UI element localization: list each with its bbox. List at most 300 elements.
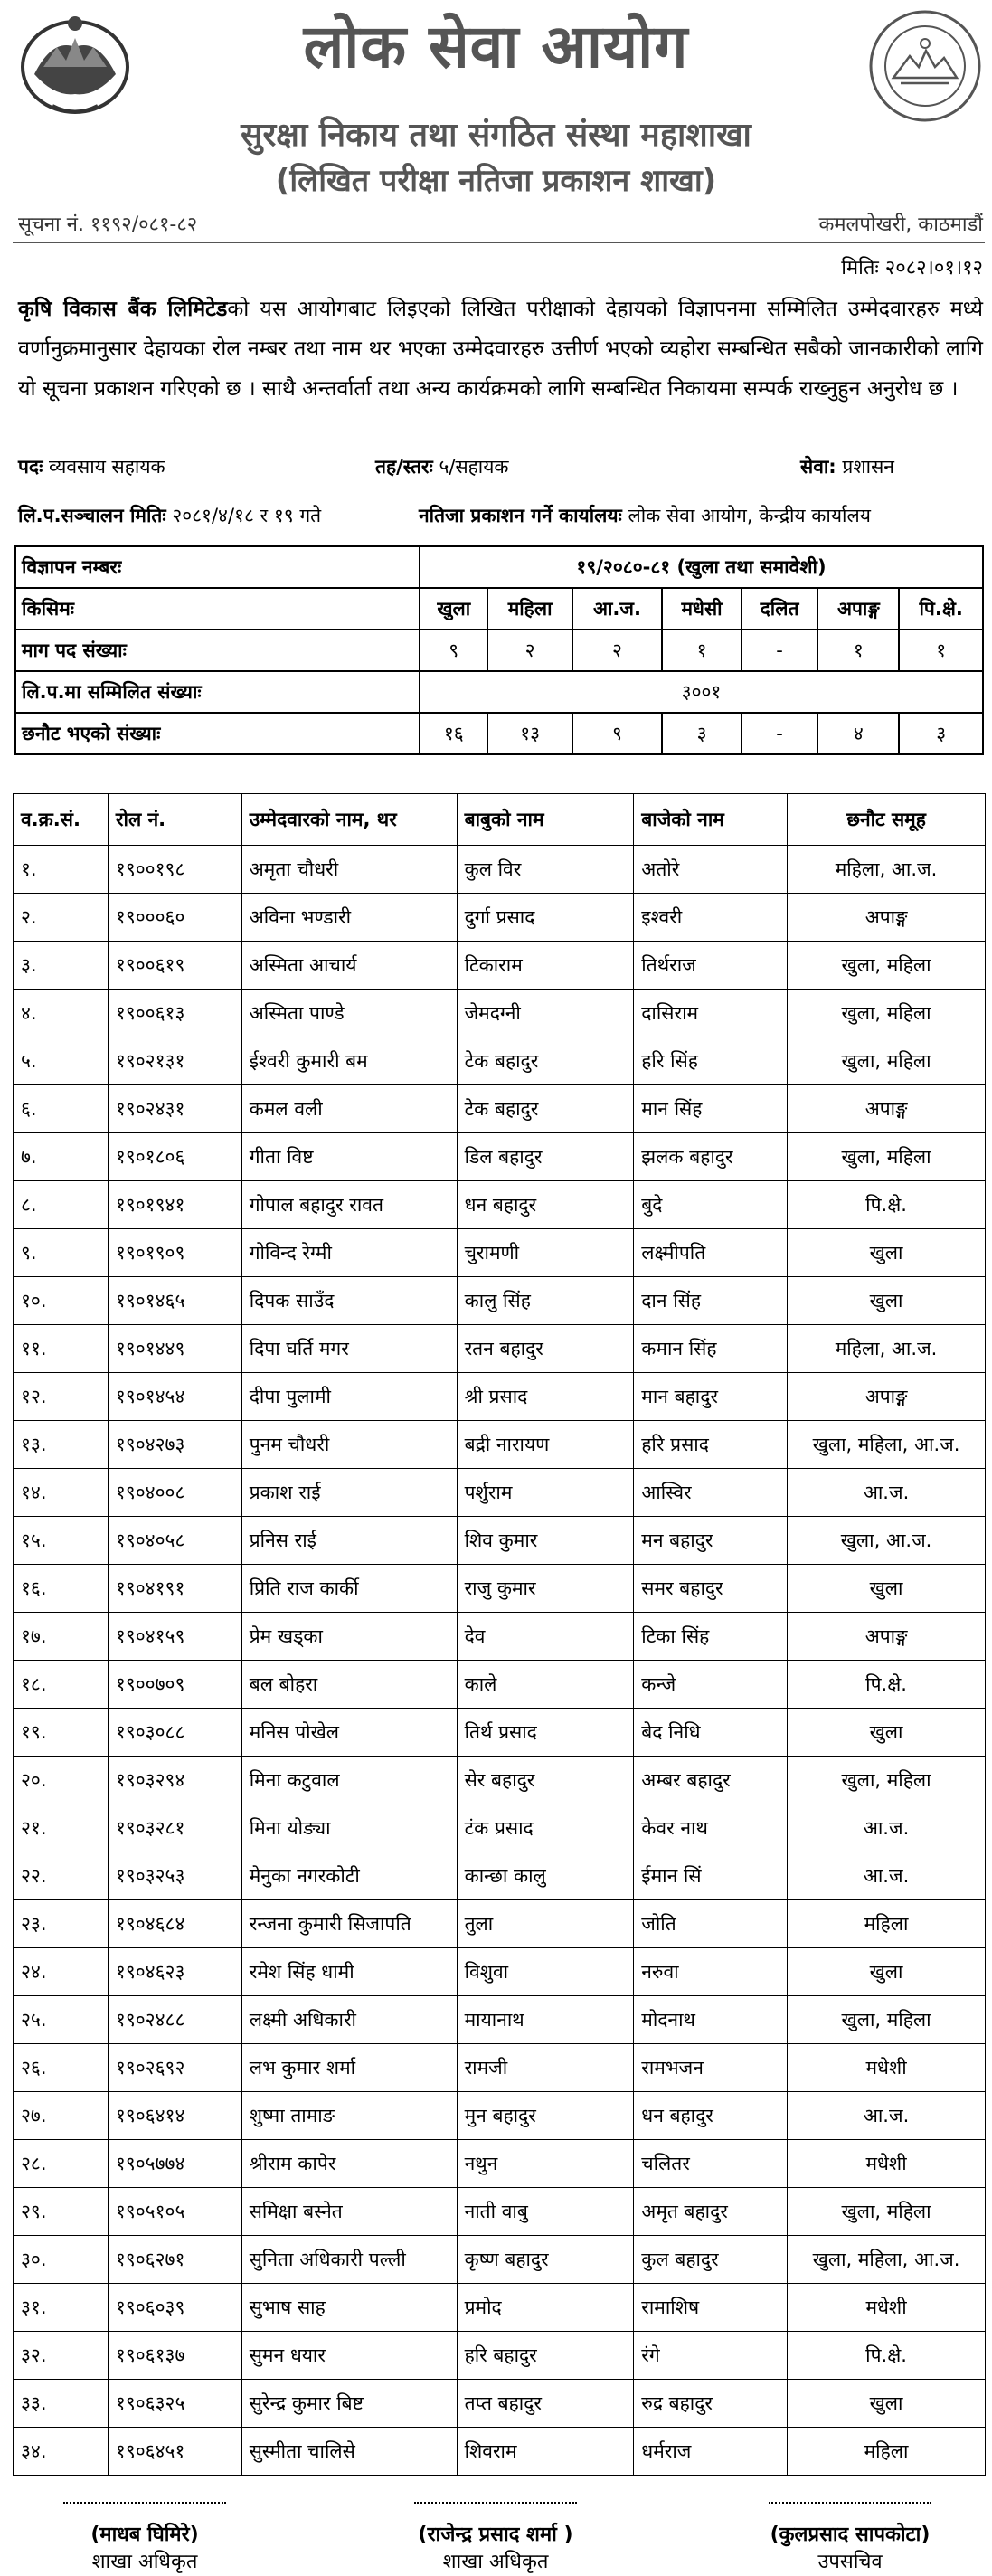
- col-header-name: उम्मेदवारको नाम, थर: [241, 794, 457, 846]
- cell-serial: ३०.: [14, 2236, 109, 2284]
- table-row: [14, 2092, 986, 2140]
- selected-cell: -: [742, 713, 817, 754]
- cell-candidate-name: लभ कुमार शर्मा: [241, 2044, 457, 2092]
- cell-candidate-name: मिना कटुवाल: [241, 1757, 457, 1804]
- cell-group: खुला, महिला: [788, 942, 986, 990]
- cell-group: महिला, आ.ज.: [788, 846, 986, 894]
- cell-father-name: कालु सिंह: [457, 1277, 634, 1325]
- table-row: [14, 942, 986, 990]
- section-name: (लिखित परीक्षा नतिजा प्रकाशन शाखा): [275, 163, 717, 199]
- cell-grandfather-name: केवर नाथ: [634, 1804, 788, 1852]
- cell-group: खुला: [788, 1948, 986, 1996]
- signatory-title: शाखा अधिकृत: [91, 2551, 198, 2573]
- cell-candidate-name: सुनिता अधिकारी पल्ली: [241, 2236, 457, 2284]
- cell-roll: १९०१४४९: [108, 1325, 241, 1373]
- demand-cell: १: [662, 630, 742, 671]
- cell-candidate-name: गीता विष्ट: [241, 1133, 457, 1181]
- cell-grandfather-name: धन बहादुर: [634, 2092, 788, 2140]
- cell-candidate-name: श्रीराम कापेर: [241, 2140, 457, 2188]
- cell-roll: १९०००६०: [108, 894, 241, 942]
- cell-father-name: टेक बहादुर: [457, 1085, 634, 1133]
- table-row: [14, 990, 986, 1037]
- cell-serial: २३.: [14, 1900, 109, 1948]
- cell-grandfather-name: ईमान सिं: [634, 1852, 788, 1900]
- cell-father-name: चुरामणी: [457, 1229, 634, 1277]
- cell-group: अपाङ्ग: [788, 1373, 986, 1421]
- table-row: [14, 1469, 986, 1517]
- cell-serial: ९.: [14, 1229, 109, 1277]
- cell-father-name: जेमदग्नी: [457, 990, 634, 1037]
- cell-father-name: शिव कुमार: [457, 1517, 634, 1565]
- ad-label: विज्ञापन नम्बरः: [15, 546, 420, 588]
- cell-group: महिला: [788, 2428, 986, 2476]
- type-cell: महिला: [487, 588, 572, 630]
- cell-roll: १९०६२७१: [108, 2236, 241, 2284]
- cell-group: खुला, महिला, आ.ज.: [788, 2236, 986, 2284]
- cell-group: मधेशी: [788, 2044, 986, 2092]
- signatory-name: (राजेन्द्र प्रसाद शर्मा ): [418, 2524, 573, 2546]
- cell-roll: १९०४१५९: [108, 1613, 241, 1661]
- cell-father-name: देव: [457, 1613, 634, 1661]
- table-header-row: [14, 794, 986, 846]
- cell-father-name: सेर बहादुर: [457, 1757, 634, 1804]
- cell-group: खुला: [788, 1277, 986, 1325]
- cell-serial: १५.: [14, 1517, 109, 1565]
- cell-candidate-name: पुनम चौधरी: [241, 1421, 457, 1469]
- table-row: [14, 1181, 986, 1229]
- cell-roll: १९०५१०५: [108, 2188, 241, 2236]
- cell-father-name: नाती वाबु: [457, 2188, 634, 2236]
- table-row: [14, 1804, 986, 1852]
- cell-group: महिला, आ.ज.: [788, 1325, 986, 1373]
- demand-cell: १: [899, 630, 983, 671]
- cell-grandfather-name: अमृत बहादुर: [634, 2188, 788, 2236]
- cell-candidate-name: मेनुका नगरकोटी: [241, 1852, 457, 1900]
- cell-roll: १९०१९४१: [108, 1181, 241, 1229]
- cell-father-name: हरि बहादुर: [457, 2332, 634, 2380]
- signature-block: [714, 2511, 986, 2574]
- appeared-label: लि.प.मा सम्मिलित संख्याः: [15, 671, 420, 713]
- cell-roll: १९०४६८४: [108, 1900, 241, 1948]
- table-row: [14, 1421, 986, 1469]
- cell-father-name: शिवराम: [457, 2428, 634, 2476]
- cell-group: खुला, महिला: [788, 1037, 986, 1085]
- cell-candidate-name: सुमन धयार: [241, 2332, 457, 2380]
- cell-group: खुला, महिला: [788, 1996, 986, 2044]
- cell-group: पि.क्षे.: [788, 1661, 986, 1709]
- cell-father-name: तुला: [457, 1900, 634, 1948]
- cell-roll: १९०६१३७: [108, 2332, 241, 2380]
- demand-cell: २: [572, 630, 662, 671]
- cell-group: मधेशी: [788, 2284, 986, 2332]
- col-header-grandfather: बाजेको नाम: [634, 794, 788, 846]
- demand-cell: -: [742, 630, 817, 671]
- signatory-name: (माधब घिमिरे): [90, 2524, 199, 2546]
- cell-group: खुला, महिला: [788, 990, 986, 1037]
- cell-serial: ४.: [14, 990, 109, 1037]
- cell-roll: १९०५७७४: [108, 2140, 241, 2188]
- cell-roll: १९०४००८: [108, 1469, 241, 1517]
- table-row: [14, 1709, 986, 1757]
- table-row: [14, 2332, 986, 2380]
- selected-cell: १६: [420, 713, 487, 754]
- cell-serial: ३३.: [14, 2380, 109, 2428]
- cell-father-name: कृष्ण बहादुर: [457, 2236, 634, 2284]
- office-location: कमलपोखरी, काठमाडौं: [818, 213, 983, 236]
- cell-serial: १२.: [14, 1373, 109, 1421]
- cell-serial: १६.: [14, 1565, 109, 1613]
- service-field: सेवा: प्रशासन: [800, 456, 894, 478]
- summary-table: [14, 545, 984, 755]
- cell-father-name: नथुन: [457, 2140, 634, 2188]
- table-row: [14, 1948, 986, 1996]
- cell-grandfather-name: तिर्थराज: [634, 942, 788, 990]
- psc-seal-icon: [866, 7, 984, 125]
- cell-roll: १९०१४६५: [108, 1277, 241, 1325]
- table-row: [14, 846, 986, 894]
- cell-roll: १९००६१३: [108, 990, 241, 1037]
- cell-candidate-name: प्रनिस राई: [241, 1517, 457, 1565]
- cell-serial: ३२.: [14, 2332, 109, 2380]
- cell-father-name: काले: [457, 1661, 634, 1709]
- signatory-name: (कुलप्रसाद सापकोटा): [770, 2524, 931, 2546]
- divider: [13, 242, 985, 243]
- cell-serial: ३.: [14, 942, 109, 990]
- selected-cell: १३: [487, 713, 572, 754]
- cell-serial: २९.: [14, 2188, 109, 2236]
- cell-grandfather-name: इश्वरी: [634, 894, 788, 942]
- selected-cell: ३: [662, 713, 742, 754]
- exam-date-field: लि.प.सञ्चालन मितिः २०८१/४/१८ र १९ गते: [18, 505, 322, 526]
- cell-father-name: डिल बहादुर: [457, 1133, 634, 1181]
- cell-roll: १९००६१९: [108, 942, 241, 990]
- cell-grandfather-name: रामाशिष: [634, 2284, 788, 2332]
- cell-grandfather-name: लक्ष्मीपति: [634, 1229, 788, 1277]
- cell-grandfather-name: आस्विर: [634, 1469, 788, 1517]
- type-cell: मधेसी: [662, 588, 742, 630]
- selected-cell: ९: [572, 713, 662, 754]
- cell-roll: १९०४६२३: [108, 1948, 241, 1996]
- cell-candidate-name: सुस्मीता चालिसे: [241, 2428, 457, 2476]
- cell-roll: १९०२६९२: [108, 2044, 241, 2092]
- cell-serial: ३१.: [14, 2284, 109, 2332]
- cell-roll: १९०४०५८: [108, 1517, 241, 1565]
- cell-candidate-name: प्रिति राज कार्की: [241, 1565, 457, 1613]
- cell-roll: १९०३२८१: [108, 1804, 241, 1852]
- table-row: [14, 2188, 986, 2236]
- type-cell: खुला: [420, 588, 487, 630]
- cell-serial: ५.: [14, 1037, 109, 1085]
- cell-candidate-name: रमेश सिंह धामी: [241, 1948, 457, 1996]
- cell-group: खुला: [788, 1709, 986, 1757]
- cell-candidate-name: प्रकाश राई: [241, 1469, 457, 1517]
- cell-roll: १९००१९८: [108, 846, 241, 894]
- cell-father-name: टिकाराम: [457, 942, 634, 990]
- cell-father-name: रामजी: [457, 2044, 634, 2092]
- cell-roll: १९०६४१४: [108, 2092, 241, 2140]
- cell-serial: ११.: [14, 1325, 109, 1373]
- cell-roll: १९०२४३१: [108, 1085, 241, 1133]
- cell-group: खुला, महिला, आ.ज.: [788, 1421, 986, 1469]
- table-row: [14, 1900, 986, 1948]
- cell-candidate-name: अस्मिता आचार्य: [241, 942, 457, 990]
- table-row: [14, 894, 986, 942]
- cell-roll: १९०३०८८: [108, 1709, 241, 1757]
- cell-grandfather-name: बुदे: [634, 1181, 788, 1229]
- cell-serial: १८.: [14, 1661, 109, 1709]
- cell-roll: १९००७०९: [108, 1661, 241, 1709]
- cell-serial: १३.: [14, 1421, 109, 1469]
- cell-group: खुला, महिला: [788, 1133, 986, 1181]
- table-row: [14, 1613, 986, 1661]
- cell-roll: १९०२४८८: [108, 1996, 241, 2044]
- cell-group: खुला, आ.ज.: [788, 1517, 986, 1565]
- cell-father-name: कुल विर: [457, 846, 634, 894]
- table-row: [14, 1373, 986, 1421]
- table-row: [14, 2284, 986, 2332]
- signatory-title: शाखा अधिकृत: [442, 2551, 549, 2573]
- cell-serial: ३४.: [14, 2428, 109, 2476]
- cell-grandfather-name: अतोरे: [634, 846, 788, 894]
- table-row: [14, 1229, 986, 1277]
- table-row: [14, 1852, 986, 1900]
- cell-grandfather-name: रामभजन: [634, 2044, 788, 2092]
- cell-roll: १९०६३२५: [108, 2380, 241, 2428]
- type-cell: अपाङ्ग: [817, 588, 899, 630]
- signature-block: [360, 2511, 631, 2574]
- table-row: [14, 1325, 986, 1373]
- cell-candidate-name: अमृता चौधरी: [241, 846, 457, 894]
- cell-father-name: मायानाथ: [457, 1996, 634, 2044]
- table-row: [14, 1757, 986, 1804]
- cell-grandfather-name: हरि सिंह: [634, 1037, 788, 1085]
- division-name: सुरक्षा निकाय तथा संगठित संस्था महाशाखा: [241, 117, 751, 154]
- signature-block: [9, 2511, 280, 2574]
- cell-serial: २७.: [14, 2092, 109, 2140]
- type-label: किसिमः: [15, 588, 420, 630]
- signatory-title: उपसचिव: [817, 2551, 883, 2573]
- cell-roll: १९०४१९१: [108, 1565, 241, 1613]
- cell-group: आ.ज.: [788, 1852, 986, 1900]
- result-office-field: नतिजा प्रकाशन गर्ने कार्यालयः लोक सेवा आयोग, केन्द्रीय कार्यालय: [419, 505, 871, 526]
- cell-group: खुला: [788, 1565, 986, 1613]
- cell-candidate-name: शुष्मा तामाङ: [241, 2092, 457, 2140]
- page-title: लोक सेवा आयोग: [303, 12, 689, 81]
- table-row: [14, 1996, 986, 2044]
- col-header-roll: रोल नं.: [108, 794, 241, 846]
- cell-candidate-name: समिक्षा बस्नेत: [241, 2188, 457, 2236]
- cell-serial: २८.: [14, 2140, 109, 2188]
- appeared-count: ३००१: [420, 671, 983, 713]
- cell-group: आ.ज.: [788, 1469, 986, 1517]
- level-field: तह/स्तरः ५/सहायक: [375, 456, 509, 478]
- cell-serial: २४.: [14, 1948, 109, 1996]
- table-row: [14, 1037, 986, 1085]
- cell-grandfather-name: धर्मराज: [634, 2428, 788, 2476]
- cell-serial: १७.: [14, 1613, 109, 1661]
- cell-grandfather-name: रुद्र बहादुर: [634, 2380, 788, 2428]
- cell-roll: १९०६०३९: [108, 2284, 241, 2332]
- cell-serial: २.: [14, 894, 109, 942]
- cell-group: अपाङ्ग: [788, 1085, 986, 1133]
- cell-father-name: दुर्गा प्रसाद: [457, 894, 634, 942]
- cell-serial: २०.: [14, 1757, 109, 1804]
- cell-father-name: टंक प्रसाद: [457, 1804, 634, 1852]
- cell-grandfather-name: मान सिंह: [634, 1085, 788, 1133]
- cell-grandfather-name: रंगे: [634, 2332, 788, 2380]
- table-row: [14, 1517, 986, 1565]
- cell-grandfather-name: मान बहादुर: [634, 1373, 788, 1421]
- table-row: [14, 2140, 986, 2188]
- cell-grandfather-name: बेद निधि: [634, 1709, 788, 1757]
- table-row: [14, 1277, 986, 1325]
- cell-group: अपाङ्ग: [788, 1613, 986, 1661]
- cell-father-name: मुन बहादुर: [457, 2092, 634, 2140]
- col-header-serial: व.क्र.सं.: [14, 794, 109, 846]
- cell-roll: १९०१९०९: [108, 1229, 241, 1277]
- type-cell: पि.क्षे.: [899, 588, 983, 630]
- col-header-father: बाबुको नाम: [457, 794, 634, 846]
- cell-grandfather-name: कुल बहादुर: [634, 2236, 788, 2284]
- cell-roll: १९०२१३१: [108, 1037, 241, 1085]
- selected-cell: ४: [817, 713, 899, 754]
- notice-date: मितिः २०८२।०१।१२: [841, 257, 983, 279]
- cell-candidate-name: दीपा पुलामी: [241, 1373, 457, 1421]
- cell-grandfather-name: मन बहादुर: [634, 1517, 788, 1565]
- cell-candidate-name: गोपाल बहादुर रावत: [241, 1181, 457, 1229]
- cell-group: आ.ज.: [788, 2092, 986, 2140]
- selected-cell: ३: [899, 713, 983, 754]
- cell-roll: १९०४२७३: [108, 1421, 241, 1469]
- table-row: [14, 2044, 986, 2092]
- cell-father-name: राजु कुमार: [457, 1565, 634, 1613]
- cell-grandfather-name: कन्जे: [634, 1661, 788, 1709]
- table-row: [14, 2380, 986, 2428]
- results-table: [13, 793, 986, 2476]
- signature-line: [414, 2502, 577, 2504]
- cell-roll: १९०६४५१: [108, 2428, 241, 2476]
- cell-serial: ८.: [14, 1181, 109, 1229]
- selected-label: छनौट भएको संख्याः: [15, 713, 420, 754]
- cell-grandfather-name: हरि प्रसाद: [634, 1421, 788, 1469]
- cell-serial: २६.: [14, 2044, 109, 2092]
- table-row: [14, 1661, 986, 1709]
- cell-grandfather-name: जोति: [634, 1900, 788, 1948]
- organization-name: कृषि विकास बैंक लिमिटेड: [18, 297, 228, 321]
- cell-grandfather-name: टिका सिंह: [634, 1613, 788, 1661]
- cell-serial: ७.: [14, 1133, 109, 1181]
- cell-group: खुला, महिला: [788, 1757, 986, 1804]
- cell-father-name: तप्त बहादुर: [457, 2380, 634, 2428]
- table-row: [14, 1133, 986, 1181]
- cell-grandfather-name: कमान सिंह: [634, 1325, 788, 1373]
- cell-father-name: बद्री नारायण: [457, 1421, 634, 1469]
- cell-grandfather-name: चलितर: [634, 2140, 788, 2188]
- cell-candidate-name: ईश्वरी कुमारी बम: [241, 1037, 457, 1085]
- cell-candidate-name: बल बोहरा: [241, 1661, 457, 1709]
- col-header-group: छनौट समूह: [788, 794, 986, 846]
- cell-serial: २१.: [14, 1804, 109, 1852]
- cell-candidate-name: प्रेम खड्का: [241, 1613, 457, 1661]
- cell-serial: ६.: [14, 1085, 109, 1133]
- cell-candidate-name: लक्ष्मी अधिकारी: [241, 1996, 457, 2044]
- cell-father-name: कान्छा कालु: [457, 1852, 634, 1900]
- cell-father-name: तिर्थ प्रसाद: [457, 1709, 634, 1757]
- cell-candidate-name: मनिस पोखेल: [241, 1709, 457, 1757]
- cell-serial: १.: [14, 846, 109, 894]
- cell-grandfather-name: नरुवा: [634, 1948, 788, 1996]
- demand-cell: १: [817, 630, 899, 671]
- cell-father-name: श्री प्रसाद: [457, 1373, 634, 1421]
- cell-group: आ.ज.: [788, 1804, 986, 1852]
- cell-roll: १९०३२९४: [108, 1757, 241, 1804]
- cell-serial: १४.: [14, 1469, 109, 1517]
- table-row: [14, 2236, 986, 2284]
- type-cell: दलित: [742, 588, 817, 630]
- cell-father-name: टेक बहादुर: [457, 1037, 634, 1085]
- cell-candidate-name: सुभाष साह: [241, 2284, 457, 2332]
- signature-line: [63, 2502, 226, 2504]
- cell-grandfather-name: झलक बहादुर: [634, 1133, 788, 1181]
- cell-candidate-name: दिपक साउँद: [241, 1277, 457, 1325]
- cell-serial: १०.: [14, 1277, 109, 1325]
- cell-group: खुला, महिला: [788, 2188, 986, 2236]
- cell-father-name: धन बहादुर: [457, 1181, 634, 1229]
- table-row: [14, 1085, 986, 1133]
- cell-grandfather-name: दासिराम: [634, 990, 788, 1037]
- demand-cell: २: [487, 630, 572, 671]
- cell-father-name: रतन बहादुर: [457, 1325, 634, 1373]
- cell-roll: १९०३२५३: [108, 1852, 241, 1900]
- cell-grandfather-name: दान सिंह: [634, 1277, 788, 1325]
- cell-candidate-name: मिना योङ्या: [241, 1804, 457, 1852]
- cell-father-name: प्रमोद: [457, 2284, 634, 2332]
- cell-candidate-name: सुरेन्द्र कुमार बिष्ट: [241, 2380, 457, 2428]
- cell-candidate-name: कमल वली: [241, 1085, 457, 1133]
- demand-cell: ९: [420, 630, 487, 671]
- cell-group: पि.क्षे.: [788, 1181, 986, 1229]
- cell-serial: २२.: [14, 1852, 109, 1900]
- cell-roll: १९०१४५४: [108, 1373, 241, 1421]
- cell-candidate-name: रन्जना कुमारी सिजापति: [241, 1900, 457, 1948]
- ad-number: १९/२०८०-८१ (खुला तथा समावेशी): [420, 546, 983, 588]
- signature-line: [769, 2502, 931, 2504]
- cell-serial: २५.: [14, 1996, 109, 2044]
- cell-roll: १९०१८०६: [108, 1133, 241, 1181]
- type-cell: आ.ज.: [572, 588, 662, 630]
- cell-candidate-name: अविना भण्डारी: [241, 894, 457, 942]
- cell-candidate-name: गोविन्द रेग्मी: [241, 1229, 457, 1277]
- demand-label: माग पद संख्याः: [15, 630, 420, 671]
- notice-number: सूचना नं. ११९२/०८१-८२: [18, 213, 198, 236]
- table-row: [14, 2428, 986, 2476]
- cell-candidate-name: अस्मिता पाण्डे: [241, 990, 457, 1037]
- cell-grandfather-name: अम्बर बहादुर: [634, 1757, 788, 1804]
- cell-group: अपाङ्ग: [788, 894, 986, 942]
- cell-group: मधेशी: [788, 2140, 986, 2188]
- table-row: [14, 1565, 986, 1613]
- cell-grandfather-name: मोदनाथ: [634, 1996, 788, 2044]
- cell-father-name: पर्शुराम: [457, 1469, 634, 1517]
- cell-group: खुला: [788, 1229, 986, 1277]
- cell-serial: १९.: [14, 1709, 109, 1757]
- cell-group: महिला: [788, 1900, 986, 1948]
- cell-candidate-name: दिपा घर्ति मगर: [241, 1325, 457, 1373]
- cell-group: खुला: [788, 2380, 986, 2428]
- cell-grandfather-name: समर बहादुर: [634, 1565, 788, 1613]
- post-field: पदः व्यवसाय सहायक: [18, 456, 165, 478]
- cell-father-name: विशुवा: [457, 1948, 634, 1996]
